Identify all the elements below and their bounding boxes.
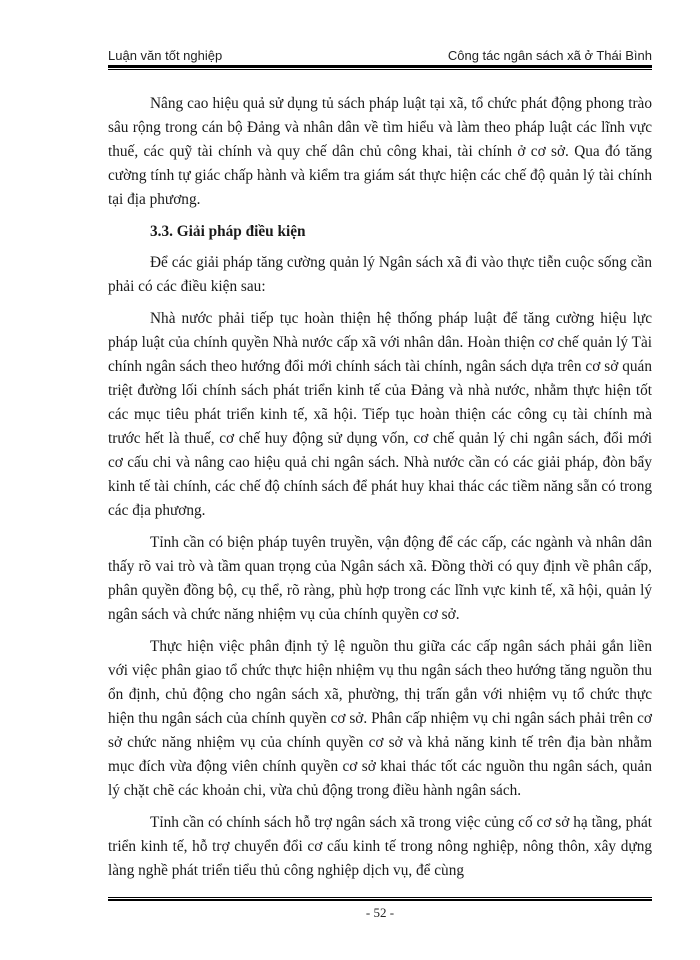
header-right-title: Công tác ngân sách xã ở Thái Bình [447, 48, 652, 63]
page-number: - 52 - [365, 905, 395, 920]
paragraph-2: Để các giải pháp tăng cường quản lý Ngân sách xã đi vào thực tiễn cuộc sống cần phải có các điều kiện sau: [108, 254, 652, 295]
paragraph-4: Tỉnh cần có biện pháp tuyên truyền, vận động để các cấp, các ngành và nhân dân thấy rõ vai trò và tầm quan trọng của Ngân sách xã. Đồng thời có quy định về phân cấp, phân quyền đồng bộ, cụ thể, rõ ràng, phù hợp trong các lĩnh vực kinh tế, xã hội, quản lý ngân sách và chức năng nhiệm vụ của chính quyền cơ sở. [108, 534, 652, 623]
page-header [108, 36, 652, 63]
section-heading: 3.3. Giải pháp điều kiện [150, 223, 306, 240]
header-left-title: Luận văn tốt nghiệp [108, 48, 223, 63]
paragraph-3: Nhà nước phải tiếp tục hoàn thiện hệ thống pháp luật để tăng cường hiệu lực pháp luật của chính quyền Nhà nước cấp xã với nhân dân. Hoàn thiện cơ chế quản lý Tài chính ngân sách theo hướng đổi mới chính sách tài chính, ngân sách dựa trên cơ sở quán triệt đường lối chính sách phát triển kinh tế của Đảng và nhà nước, nhằm thực hiện tốt các mục tiêu phát triển kinh tế, xã hội. Tiếp tục hoàn thiện các công cụ tài chính mà trước hết là thuế, cơ chế huy động sử dụng vốn, cơ chế quản lý chi ngân sách, đổi mới cơ cấu chi và nâng cao hiệu quả chi ngân sách. Nhà nước cần có các giải pháp, đòn bẩy kinh tế tài chính, các chế độ chính sách để phát huy khai thác các tiềm năng sẵn có trong các địa phương. [108, 310, 652, 519]
paragraph-6: Tỉnh cần có chính sách hỗ trợ ngân sách xã trong việc củng cố cơ sở hạ tầng, phát triển kinh tế, hỗ trợ chuyển đổi cơ cấu kinh tế trong nông nghiệp, nông thôn, xây dựng làng nghề phát triển tiểu thủ công nghiệp dịch vụ, để cùng [108, 814, 652, 879]
footer-rule [108, 897, 652, 898]
page-body [108, 92, 652, 891]
header-rule [108, 65, 652, 68]
paragraph-5: Thực hiện việc phân định tỷ lệ nguồn thu giữa các cấp ngân sách phải gắn liền với việc phân giao tổ chức thực hiện nhiệm vụ thu ngân sách theo hướng tăng nguồn thu ổn định, chủ động cho ngân sách xã, phường, thị trấn gắn với nhiệm vụ tổ chức thực hiện thu ngân sách của chính quyền cơ sở. Phân cấp nhiệm vụ chi ngân sách phải trên cơ sở chức năng nhiệm vụ của chính quyền cơ sở và khả năng kinh tế trên địa bàn nhằm mục đích vừa động viên chính quyền cơ sở khai thác tốt các nguồn thu ngân sách, quản lý chặt chẽ các khoản chi, vừa chủ động trong điều hành ngân sách. [108, 638, 652, 799]
paragraph-1: Nâng cao hiệu quả sử dụng tủ sách pháp luật tại xã, tổ chức phát động phong trào sâu rộng trong cán bộ Đảng và nhân dân về tìm hiểu và làm theo pháp luật các lĩnh vực thuế, các quỹ tài chính và quy chế dân chủ công khai, tài chính ở cơ sở. Qua đó tăng cường tính tự giác chấp hành và kiểm tra giám sát thực hiện các chế độ quản lý tài chính tại địa phương. [108, 95, 652, 208]
